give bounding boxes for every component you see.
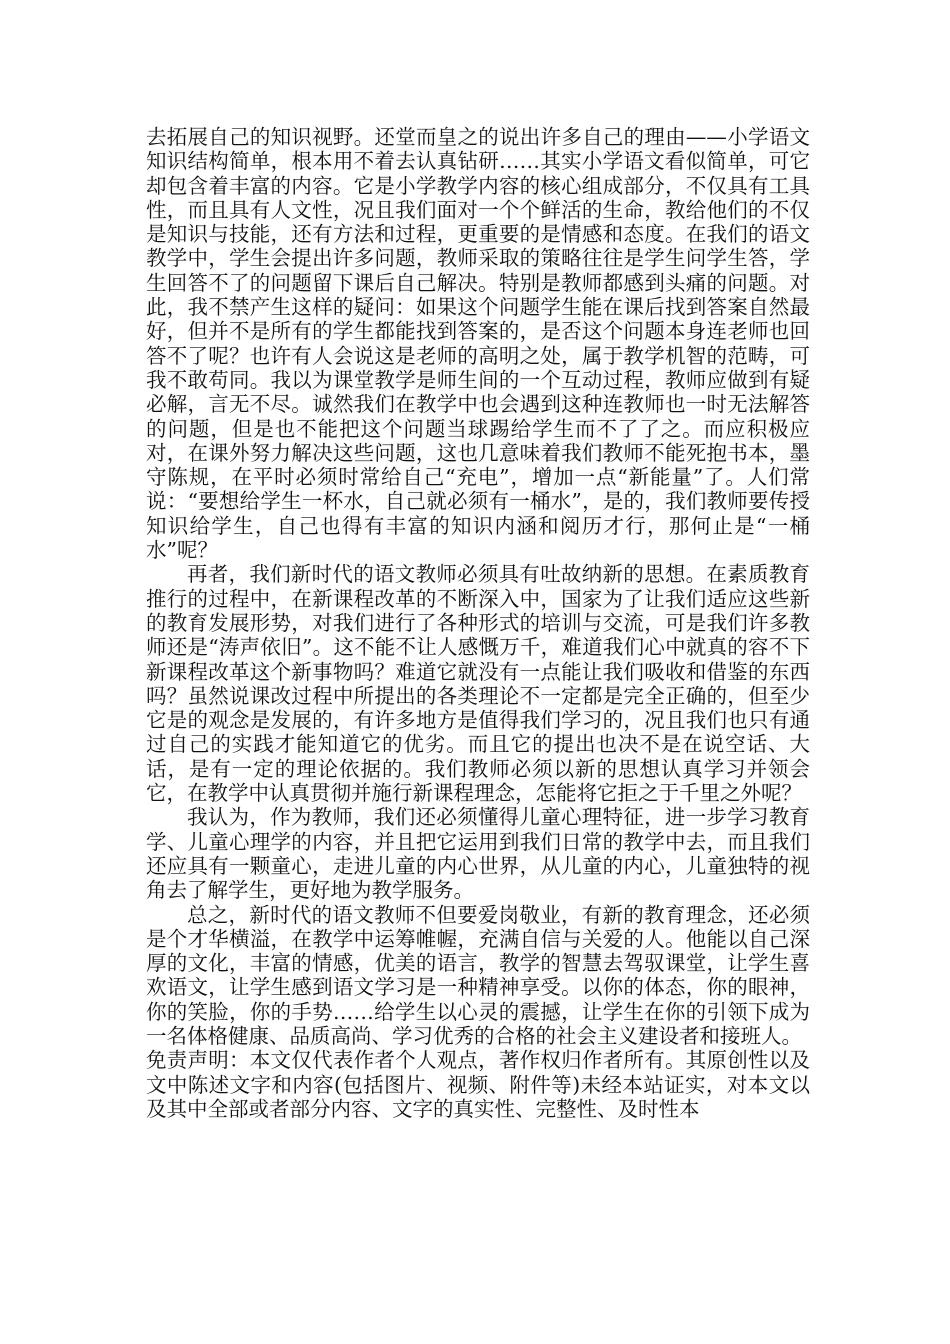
disclaimer-text: 免责声明：本文仅代表作者个人观点，著作权归作者所有。其原创性以及文中陈述文字和内容(包括图片、视频、附件等)未经本站证实，对本文以及其中全部或者部分内容、文字的真实性、完整性、及时性本 <box>146 1048 810 1121</box>
document-page <box>146 125 810 1121</box>
paragraph-2: 再者，我们新时代的语文教师必须具有吐故纳新的思想。在素质教育推行的过程中，在新课程改革的不断深入中，国家为了让我们适应这些新的教育发展形势，对我们进行了各种形式的培训与交流，可是我们许多教师还是“涛声依旧”。这不能不让人感慨万千，难道我们心中就真的容不下新课程改革这个新事物吗？难道它就没有一点能让我们吸收和借鉴的东西吗？虽然说课改过程中所提出的各类理论不一定都是完全正确的，但至少它是的观念是发展的，有许多地方是值得我们学习的，况且我们也只有通过自己的实践才能知道它的优劣。而且它的提出也决不是在说空话、大话，是有一定的理论依据的。我们教师必须以新的思想认真学习并领会它，在教学中认真贯彻并施行新课程理念，怎能将它拒之于千里之外呢？ <box>146 562 810 806</box>
paragraph-4: 总之，新时代的语文教师不但要爱岗敬业，有新的教育理念，还必须是个才华横溢，在教学中运筹帷幄，充满自信与关爱的人。他能以自己深厚的文化，丰富的情感，优美的语言，教学的智慧去驾驭课堂，让学生喜欢语文，让学生感到语文学习是一种精神享受。以你的体态，你的眼神，你的笑脸，你的手势……给学生以心灵的震撼，让学生在你的引领下成为一名体格健康、品质高尚、学习优秀的合格的社会主义建设者和接班人。 <box>146 902 810 1048</box>
paragraph-1: 去拓展自己的知识视野。还堂而皇之的说出许多自己的理由——小学语文知识结构简单，根本用不着去认真钻研……其实小学语文看似简单，可它却包含着丰富的内容。它是小学教学内容的核心组成部分，不仅具有工具性，而且具有人文性，况且我们面对一个个鲜活的生命，教给他们的不仅是知识与技能，还有方法和过程，更重要的是情感和态度。在我们的语文教学中，学生会提出许多问题，教师采取的策略往往是学生问学生答，学生回答不了的问题留下课后自己解决。特别是教师都感到头痛的问题。对此，我不禁产生这样的疑问：如果这个问题学生能在课后找到答案自然最好，但并不是所有的学生都能找到答案的，是否这个问题本身连老师也回答不了呢？也许有人会说这是老师的高明之处，属于教学机智的范畴，可我不敢苟同。我以为课堂教学是师生间的一个互动过程，教师应做到有疑必解，言无不尽。诚然我们在教学中也会遇到这种连教师也一时无法解答的问题，但是也不能把这个问题当球踢给学生而不了了之。而应积极应对，在课外努力解决这些问题，这也几意味着我们教师不能死抱书本，墨守陈规，在平时必须时常给自己“充电”，增加一点“新能量”了。人们常说：“要想给学生一杯水，自己就必须有一桶水”，是的，我们教师要传授知识给学生，自己也得有丰富的知识内涵和阅历才行，那何止是“一桶水”呢？ <box>146 125 810 563</box>
paragraph-3: 我认为，作为教师，我们还必须懂得儿童心理特征，进一步学习教育学、儿童心理学的内容，并且把它运用到我们日常的教学中去，而且我们还应具有一颗童心，走进儿童的内心世界，从儿童的内心，儿童独特的视角去了解学生，更好地为教学服务。 <box>146 805 810 903</box>
